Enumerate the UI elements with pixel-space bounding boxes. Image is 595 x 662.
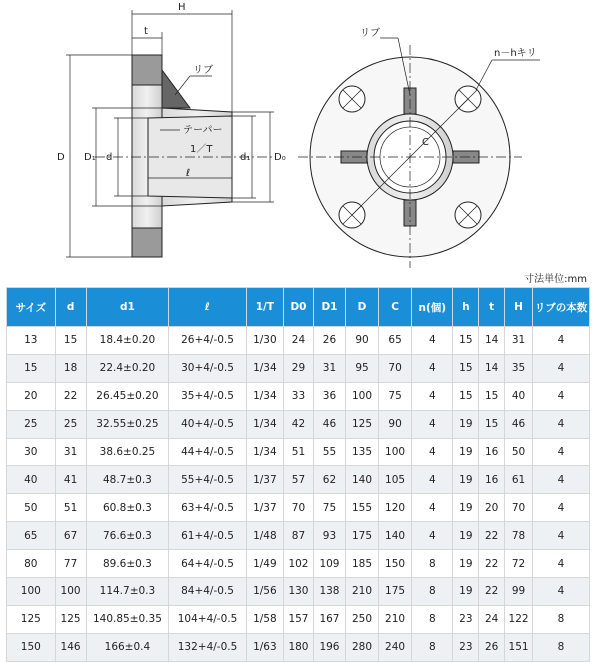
table-cell: 4	[533, 466, 590, 494]
table-cell: 84+4/-0.5	[169, 578, 247, 606]
table-cell: 155	[345, 494, 378, 522]
table-cell: 100	[7, 578, 56, 606]
table-cell: 1/56	[246, 578, 283, 606]
table-cell: 30+4/-0.5	[169, 354, 247, 382]
column-header: D	[345, 288, 378, 327]
table-cell: 25	[55, 410, 86, 438]
table-cell: 8	[533, 633, 590, 661]
table-cell: 22.4±0.20	[86, 354, 169, 382]
table-cell: 8	[412, 550, 453, 578]
unit-note: 寸法単位:mm	[524, 274, 587, 285]
table-body	[7, 327, 590, 662]
table-cell: 19	[453, 410, 479, 438]
table-cell: 16	[479, 466, 505, 494]
table-cell: 185	[345, 550, 378, 578]
table-cell: 31	[313, 354, 345, 382]
table-cell: 40	[505, 382, 533, 410]
table-cell: 4	[412, 466, 453, 494]
table-cell: 26.45±0.20	[86, 382, 169, 410]
table-cell: 60.8±0.3	[86, 494, 169, 522]
table-cell: 15	[7, 354, 56, 382]
table-cell: 64+4/-0.5	[169, 550, 247, 578]
table-cell: 210	[345, 578, 378, 606]
flange-bottom-band	[132, 228, 162, 257]
table-cell: 175	[345, 522, 378, 550]
table-cell: 240	[379, 633, 412, 661]
table-cell: 250	[345, 605, 378, 633]
table-cell: 18.4±0.20	[86, 327, 169, 355]
table-cell: 19	[453, 522, 479, 550]
label-C: C	[422, 137, 429, 148]
table-cell: 105	[379, 466, 412, 494]
column-header: n(個)	[412, 288, 453, 327]
table-cell: 16	[479, 438, 505, 466]
table-cell: 51	[55, 494, 86, 522]
table-cell: 19	[453, 438, 479, 466]
table-cell: 20	[7, 382, 56, 410]
table-cell: 150	[7, 633, 56, 661]
table-cell: 26	[313, 327, 345, 355]
table-cell: 125	[55, 605, 86, 633]
table-cell: 1/34	[246, 382, 283, 410]
table-cell: 4	[412, 382, 453, 410]
table-cell: 125	[7, 605, 56, 633]
table-cell: 23	[453, 605, 479, 633]
table-cell: 61	[505, 466, 533, 494]
table-cell: 99	[505, 578, 533, 606]
table-cell: 4	[533, 382, 590, 410]
table-cell: 102	[283, 550, 313, 578]
column-header: h	[453, 288, 479, 327]
table-cell: 65	[7, 522, 56, 550]
table-cell: 4	[533, 550, 590, 578]
table-cell: 15	[479, 410, 505, 438]
table-cell: 48.7±0.3	[86, 466, 169, 494]
table-cell: 80	[7, 550, 56, 578]
column-header: t	[479, 288, 505, 327]
table-cell: 33	[283, 382, 313, 410]
table-cell: 78	[505, 522, 533, 550]
table-cell: 38.6±0.25	[86, 438, 169, 466]
table-cell: 87	[283, 522, 313, 550]
label-D1: D₁	[84, 152, 96, 163]
table-cell: 46	[313, 410, 345, 438]
table-cell: 18	[55, 354, 86, 382]
table-cell: 50	[7, 494, 56, 522]
table-cell: 100	[55, 578, 86, 606]
column-header: D0	[283, 288, 313, 327]
table-cell: 1/34	[246, 410, 283, 438]
column-header: サイズ	[7, 288, 56, 327]
table-cell: 90	[379, 410, 412, 438]
table-cell: 14	[479, 327, 505, 355]
table-row	[7, 354, 590, 382]
table-cell: 35+4/-0.5	[169, 382, 247, 410]
table-cell: 4	[412, 410, 453, 438]
table-cell: 1/37	[246, 466, 283, 494]
table-cell: 22	[479, 550, 505, 578]
table-row	[7, 438, 590, 466]
spec-table	[6, 287, 590, 662]
table-cell: 32.55±0.25	[86, 410, 169, 438]
table-cell: 89.6±0.3	[86, 550, 169, 578]
table-cell: 180	[283, 633, 313, 661]
label-holes: n－hキリ	[494, 48, 537, 59]
label-H: H	[178, 2, 186, 13]
table-row	[7, 382, 590, 410]
table-cell: 15	[479, 382, 505, 410]
table-cell: 4	[412, 354, 453, 382]
table-cell: 13	[7, 327, 56, 355]
table-cell: 15	[55, 327, 86, 355]
table-cell: 51	[283, 438, 313, 466]
table-cell: 23	[453, 633, 479, 661]
table-cell: 20	[479, 494, 505, 522]
table-cell: 151	[505, 633, 533, 661]
table-cell: 19	[453, 550, 479, 578]
label-d: d	[106, 152, 113, 163]
table-cell: 109	[313, 550, 345, 578]
table-cell: 210	[379, 605, 412, 633]
table-cell: 4	[533, 438, 590, 466]
label-D0: D₀	[274, 152, 286, 163]
table-cell: 22	[479, 578, 505, 606]
table-cell: 70	[283, 494, 313, 522]
table-cell: 1/58	[246, 605, 283, 633]
table-cell: 31	[55, 438, 86, 466]
table-cell: 63+4/-0.5	[169, 494, 247, 522]
table-cell: 146	[55, 633, 86, 661]
table-cell: 35	[505, 354, 533, 382]
table-cell: 26	[479, 633, 505, 661]
table-cell: 1/37	[246, 494, 283, 522]
table-cell: 42	[283, 410, 313, 438]
table-row	[7, 494, 590, 522]
table-cell: 72	[505, 550, 533, 578]
table-cell: 138	[313, 578, 345, 606]
table-cell: 19	[453, 466, 479, 494]
table-cell: 135	[345, 438, 378, 466]
table-cell: 4	[412, 494, 453, 522]
column-header: C	[379, 288, 412, 327]
table-cell: 41	[55, 466, 86, 494]
table-cell: 50	[505, 438, 533, 466]
table-cell: 104+4/-0.5	[169, 605, 247, 633]
table-cell: 93	[313, 522, 345, 550]
table-cell: 4	[533, 494, 590, 522]
table-cell: 65	[379, 327, 412, 355]
table-cell: 4	[412, 327, 453, 355]
table-row	[7, 605, 590, 633]
front-view	[298, 38, 540, 268]
table-cell: 4	[412, 438, 453, 466]
flange-top-band	[132, 55, 162, 85]
table-row	[7, 633, 590, 661]
table-cell: 24	[479, 605, 505, 633]
table-cell: 130	[283, 578, 313, 606]
table-cell: 1/34	[246, 438, 283, 466]
table-cell: 125	[345, 410, 378, 438]
table-cell: 19	[453, 494, 479, 522]
table-cell: 46	[505, 410, 533, 438]
table-cell: 157	[283, 605, 313, 633]
table-cell: 15	[453, 354, 479, 382]
table-cell: 1/48	[246, 522, 283, 550]
label-t: t	[144, 26, 148, 37]
label-rib-side: リブ	[193, 65, 213, 76]
table-cell: 4	[533, 578, 590, 606]
table-cell: 120	[379, 494, 412, 522]
table-cell: 4	[412, 522, 453, 550]
table-cell: 8	[412, 633, 453, 661]
table-cell: 1/49	[246, 550, 283, 578]
table-cell: 40+4/-0.5	[169, 410, 247, 438]
table-cell: 167	[313, 605, 345, 633]
table-cell: 30	[7, 438, 56, 466]
table-cell: 19	[453, 578, 479, 606]
table-cell: 29	[283, 354, 313, 382]
table-cell: 67	[55, 522, 86, 550]
column-header: H	[505, 288, 533, 327]
side-view	[66, 10, 275, 257]
table-cell: 77	[55, 550, 86, 578]
table-row	[7, 410, 590, 438]
table-cell: 8	[412, 605, 453, 633]
table-cell: 40	[7, 466, 56, 494]
column-header: リブの本数	[533, 288, 590, 327]
table-cell: 122	[505, 605, 533, 633]
table-cell: 8	[412, 578, 453, 606]
table-cell: 140	[345, 466, 378, 494]
table-cell: 95	[345, 354, 378, 382]
table-cell: 76.6±0.3	[86, 522, 169, 550]
table-cell: 22	[479, 522, 505, 550]
table-cell: 100	[345, 382, 378, 410]
table-row	[7, 522, 590, 550]
table-cell: 14	[479, 354, 505, 382]
table-cell: 31	[505, 327, 533, 355]
column-header: ℓ	[169, 288, 247, 327]
table-cell: 114.7±0.3	[86, 578, 169, 606]
table-cell: 26+4/-0.5	[169, 327, 247, 355]
table-cell: 57	[283, 466, 313, 494]
table-row	[7, 466, 590, 494]
label-taper: テーパー	[183, 125, 223, 136]
label-d1: d₁	[240, 152, 251, 163]
column-header: 1/T	[246, 288, 283, 327]
table-cell: 55+4/-0.5	[169, 466, 247, 494]
column-header: d1	[86, 288, 169, 327]
table-cell: 175	[379, 578, 412, 606]
column-header: d	[55, 288, 86, 327]
table-cell: 36	[313, 382, 345, 410]
table-cell: 4	[533, 522, 590, 550]
table-cell: 15	[453, 327, 479, 355]
table-cell: 166±0.4	[86, 633, 169, 661]
table-cell: 280	[345, 633, 378, 661]
table-cell: 4	[533, 354, 590, 382]
column-header: D1	[313, 288, 345, 327]
table-cell: 8	[533, 605, 590, 633]
table-cell: 90	[345, 327, 378, 355]
table-cell: 100	[379, 438, 412, 466]
table-row	[7, 550, 590, 578]
label-ratio: 1／T	[190, 144, 213, 155]
label-ell: ℓ	[186, 168, 191, 179]
table-cell: 15	[453, 382, 479, 410]
table-cell: 55	[313, 438, 345, 466]
table-cell: 61+4/-0.5	[169, 522, 247, 550]
table-header-row	[7, 288, 590, 327]
rib-shape	[162, 70, 190, 108]
table-cell: 140	[379, 522, 412, 550]
table-cell: 44+4/-0.5	[169, 438, 247, 466]
table-cell: 75	[313, 494, 345, 522]
table-cell: 22	[55, 382, 86, 410]
table-cell: 70	[379, 354, 412, 382]
table-row	[7, 578, 590, 606]
table-cell: 196	[313, 633, 345, 661]
table-cell: 75	[379, 382, 412, 410]
table-cell: 62	[313, 466, 345, 494]
table-cell: 1/63	[246, 633, 283, 661]
table-cell: 25	[7, 410, 56, 438]
table-cell: 132+4/-0.5	[169, 633, 247, 661]
table-cell: 1/34	[246, 354, 283, 382]
table-row	[7, 327, 590, 355]
table-cell: 150	[379, 550, 412, 578]
label-rib-front: リブ	[360, 28, 380, 39]
table-cell: 140.85±0.35	[86, 605, 169, 633]
table-cell: 1/30	[246, 327, 283, 355]
table-cell: 4	[533, 327, 590, 355]
table-cell: 70	[505, 494, 533, 522]
table-cell: 24	[283, 327, 313, 355]
flange-drawing	[0, 0, 595, 268]
table-cell: 4	[533, 410, 590, 438]
label-D: D	[57, 152, 65, 163]
